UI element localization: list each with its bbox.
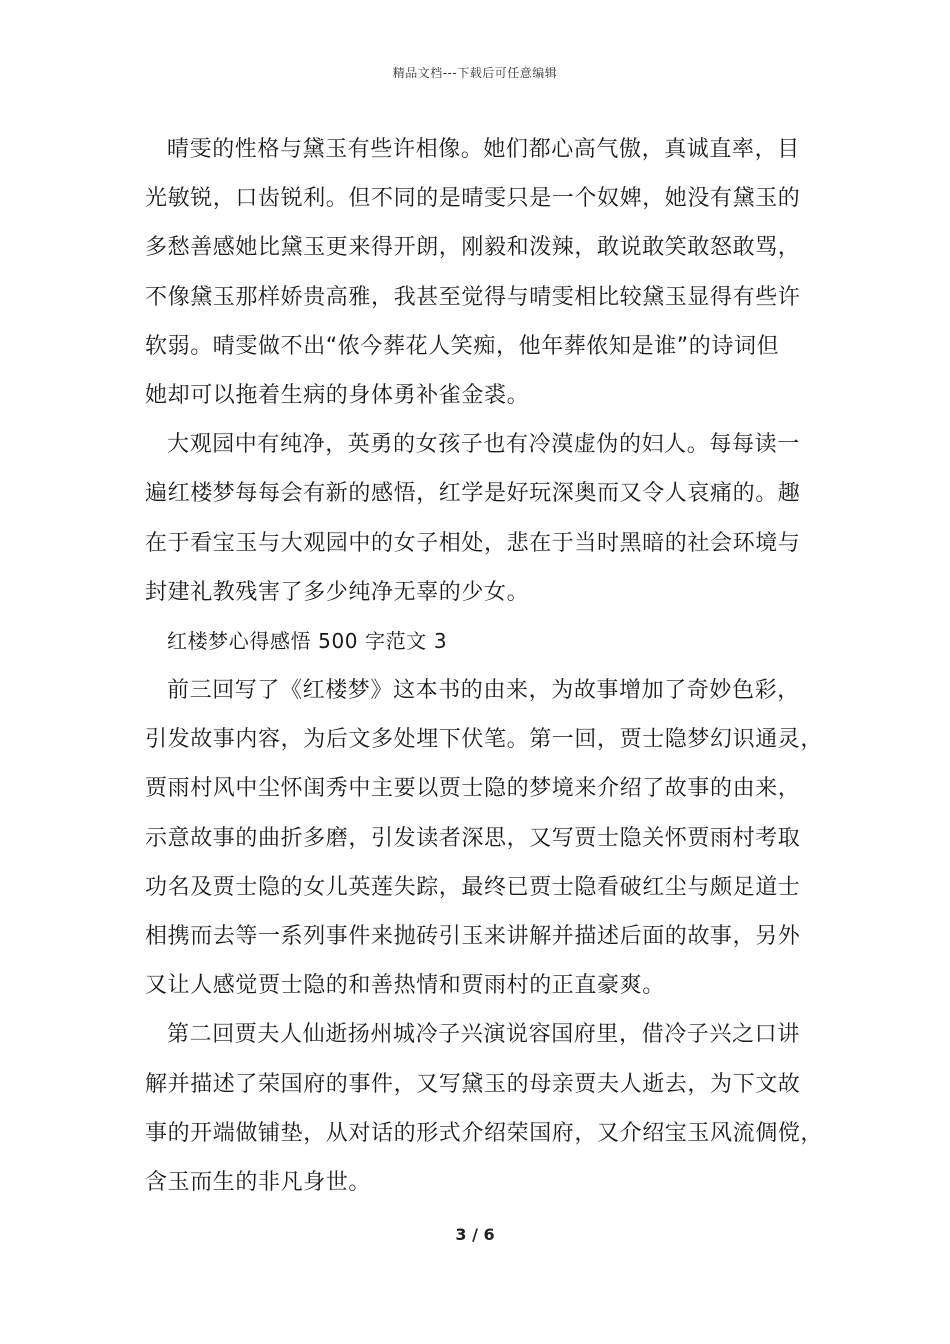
text-line: 贾雨村风中尘怀闺秀中主要以贾士隐的梦境来介绍了故事的由来， — [145, 776, 801, 802]
page-header: 精品文档---下载后可任意编辑 — [392, 66, 558, 80]
document-body — [145, 125, 824, 1207]
text-line: 相携而去等一系列事件来抛砖引玉来讲解并描述后面的故事，另外 — [145, 924, 801, 949]
text-line: 晴雯的性格与黛玉有些许相像。她们都心高气傲，真诚直率，目 — [167, 137, 800, 162]
text-line: 软弱。晴雯做不出“侬今葬花人笑痴，他年葬侬知是谁”的诗词但 — [145, 333, 780, 359]
text-line: 解并描述了荣国府的事件，又写黛玉的母亲贾夫人逝去，为下文故 — [145, 1071, 801, 1097]
text-line: 含玉而生的非凡身世。 — [145, 1169, 372, 1195]
section-heading — [145, 617, 810, 666]
text-line: 事的开端做铺垫，从对话的形式介绍荣国府，又介绍宝玉风流倜傥， — [145, 1120, 824, 1146]
text-line: 大观园中有纯净，英勇的女孩子也有冷漠虚伪的妇人。每每读一 — [167, 432, 800, 458]
text-line: 封建礼教残害了多少纯净无辜的少女。 — [145, 579, 530, 605]
text-line: 在于看宝玉与大观园中的女子相处，悲在于当时黑暗的社会环境与 — [145, 530, 801, 556]
page-number: 3 / 6 — [455, 1225, 495, 1244]
paragraph — [145, 666, 824, 1010]
text-line: 遍红楼梦每每会有新的感悟，红学是好玩深奥而又令人哀痛的。趣 — [145, 481, 801, 507]
text-line: 光敏锐，口齿锐利。但不同的是晴雯只是一个奴婢，她没有黛玉的 — [145, 186, 801, 212]
text-line: 引发故事内容，为后文多处埋下伏笔。第一回，贾士隐梦幻识通灵， — [145, 727, 824, 753]
paragraph — [145, 420, 810, 617]
text-line: 功名及贾士隐的女儿英莲失踪，最终已贾士隐看破红尘与颇足道士 — [145, 874, 801, 900]
text-line: 示意故事的曲折多磨，引发读者深思，又写贾士隐关怀贾雨村考取 — [145, 825, 801, 851]
paragraph — [145, 125, 810, 420]
text-line: 多愁善感她比黛玉更来得开朗，刚毅和泼辣，敢说敢笑敢怒敢骂， — [145, 235, 801, 261]
text-line: 第二回贾夫人仙逝扬州城冷子兴演说容国府里，借冷子兴之口讲 — [167, 1022, 800, 1048]
text-line: 她却可以拖着生病的身体勇补雀金裘。 — [145, 382, 530, 408]
heading-text: 红楼梦心得感悟 500 字范文 3 — [167, 628, 448, 653]
text-line: 又让人感觉贾士隐的和善热情和贾雨村的正直豪爽。 — [145, 973, 665, 999]
text-line: 不像黛玉那样娇贵高雅，我甚至觉得与晴雯相比较黛玉显得有些许 — [145, 284, 801, 310]
paragraph — [145, 1010, 824, 1207]
text-line: 前三回写了《红楼梦》这本书的由来，为故事增加了奇妙色彩， — [167, 678, 800, 704]
